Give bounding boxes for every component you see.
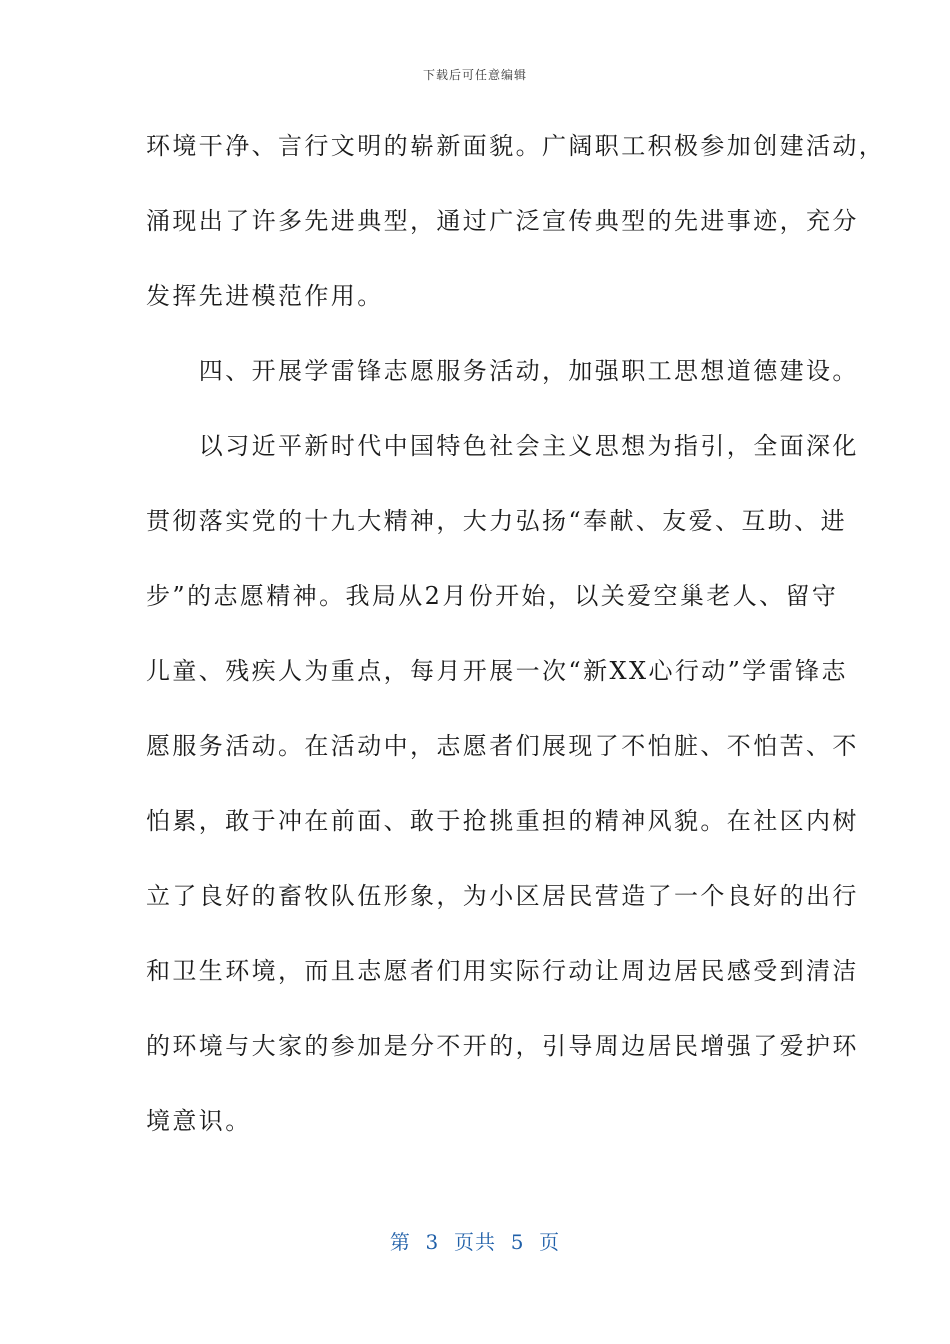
- text-line: 的环境与大家的参加是分不开的，引导周边居民增强了爱护环: [146, 1032, 859, 1060]
- text-line: 贯彻落实党的十九大精神，大力弘扬“奉献、友爱、互助、进: [146, 507, 848, 535]
- text-line: 愿服务活动。在活动中，志愿者们展现了不怕脏、不怕苦、不: [146, 732, 859, 760]
- text-line: 儿童、残疾人为重点，每月开展一次“新XX心行动”学雷锋志: [146, 657, 848, 685]
- section-heading: 四、开展学雷锋志愿服务活动，加强职工思想道德建设。: [146, 357, 859, 385]
- body-text: [146, 126, 886, 1176]
- text-line: 和卫生环境，而且志愿者们用实际行动让周边居民感受到清洁: [146, 957, 859, 985]
- text-line: 怕累，敢于冲在前面、敢于抢挑重担的精神风貌。在社区内树: [146, 807, 859, 835]
- text-line: 发挥先进模范作用。: [146, 282, 384, 310]
- text-line: 涌现出了许多先进典型，通过广泛宣传典型的先进事迹，充分: [146, 207, 859, 235]
- page-number-footer: 第 3 页共 5 页: [389, 1230, 561, 1254]
- text-line: 步”的志愿精神。我局从2月份开始，以关爱空巢老人、留守: [146, 582, 839, 610]
- text-line: 境意识。: [146, 1107, 252, 1135]
- text-line: 环境干净、言行文明的崭新面貌。广阔职工积极参加创建活动，: [146, 132, 886, 160]
- text-line: 立了良好的畜牧队伍形象，为小区居民营造了一个良好的出行: [146, 882, 859, 910]
- text-line: 以习近平新时代中国特色社会主义思想为指引，全面深化: [146, 432, 859, 460]
- page-header: 下载后可任意编辑: [422, 68, 527, 82]
